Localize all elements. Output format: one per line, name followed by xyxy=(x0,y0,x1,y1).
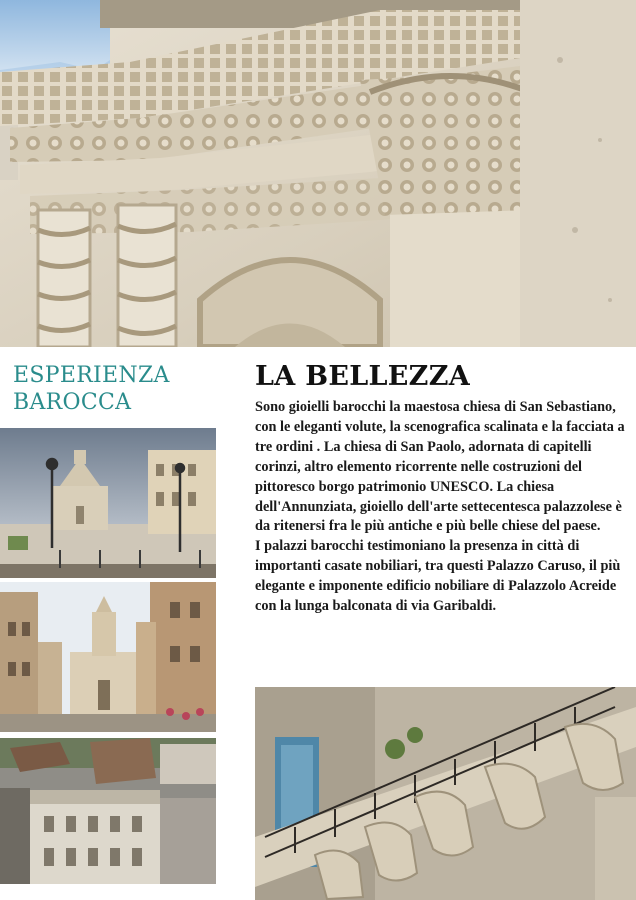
section-label-line2: BAROCCA xyxy=(13,390,132,415)
section-label-line1: ESPERIENZA xyxy=(13,363,170,388)
photo-balcony-corbels xyxy=(255,687,636,900)
photo-church-street xyxy=(0,582,216,732)
page-title: LA BELLEZZA xyxy=(255,361,470,392)
hero-photo-baroque-facade xyxy=(0,0,636,347)
section-label xyxy=(13,362,233,416)
photo-piazza-cathedral xyxy=(0,428,216,578)
photo-aerial-rooftops xyxy=(0,738,216,884)
paragraph-churches: Sono gioielli barocchi la maestosa chiesa di San Sebastiano, con le eleganti volute, la scenografica scalinata e la facciata a tre ordini . La chiesa di San Paolo, adornata di capitelli corinzi, altro elemento ricorrente nelle costruzioni del pittoresco borgo patrimonio UNESCO. La chiesa dell'Annunziata, gioiello dell'arte settecentesca palazzolese è da ritenersi fra le più antiche e più belle chiese del paese. xyxy=(255,399,625,535)
paragraph-palazzi: I palazzi barocchi testimoniano la presenza in città di importanti casate nobiliari, tra questi Palazzo Caruso, il più elegante e imponente edificio nobiliare di Palazzolo Acreide con la lunga balconata di via Garibaldi. xyxy=(255,538,621,615)
article-body xyxy=(255,398,631,617)
